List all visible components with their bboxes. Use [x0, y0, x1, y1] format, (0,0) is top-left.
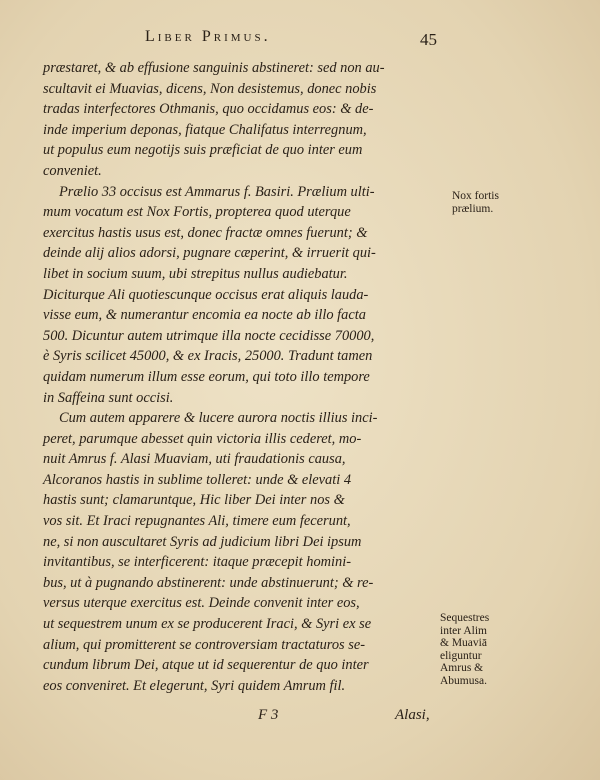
text-line: hastis sunt; clamaruntque, Hic liber Dei inter nos &	[43, 492, 345, 509]
paragraph	[43, 408, 443, 696]
text-line: exercitus hastis usus est, donec fractæ omnes fuerunt; &	[43, 224, 368, 241]
text-line: scultavit ei Muavias, dicens, Non desistemus, donec nobis	[43, 80, 377, 97]
text-line: deinde alij alios adorsi, pugnare cæperint, & irruerit qui-	[43, 245, 376, 262]
text-line: præstaret, & ab effusione sanguinis abstineret: sed non au-	[43, 60, 385, 76]
margin-note-line: eliguntur	[440, 649, 482, 662]
text-line: 500. Dicuntur autem utrimque illa nocte cecidisse 70000,	[43, 327, 375, 344]
text-line: ut populus eum negotijs suis præficiat de quo inter eum	[43, 142, 363, 159]
margin-note-line: Sequestres	[440, 612, 490, 624]
paragraph	[43, 182, 443, 409]
main-text	[43, 58, 443, 696]
text-line: peret, parumque abesset quin victoria illis cederet, mo-	[43, 430, 362, 447]
text-line: ne, si non auscultaret Syris ad judicium libri Dei ipsum	[43, 533, 362, 550]
text-line: in Saffeina sunt occisi.	[43, 389, 174, 406]
catchword: Alasi,	[395, 707, 430, 723]
text-line: ut sequestrem unum ex se producerent Iraci, & Syri ex se	[43, 616, 372, 633]
text-line: alium, qui promitterent se controversiam tractaturos se-	[43, 636, 366, 653]
text-line: libet in socium suum, ubi strepitus nullus audiebatur.	[43, 265, 348, 282]
text-line: visse eum, & numerantur encomia ea nocte ab illo facta	[43, 307, 366, 324]
text-line: cundum librum Dei, atque ut id sequerentur de quo inter	[43, 657, 369, 674]
text-line: Prælio 33 occisus est Ammarus f. Basiri. Prælium ulti-	[59, 183, 375, 200]
margin-note-nox-fortis	[452, 190, 499, 215]
margin-note-sequestres	[440, 612, 489, 687]
text-line: versus uterque exercitus est. Deinde convenit inter eos,	[43, 595, 360, 612]
text-line: mum vocatum est Nox Fortis, propterea quod uterque	[43, 204, 351, 221]
margin-note-line: & Muaviā	[440, 637, 487, 649]
text-line: invitantibus, se interficerent: itaque præcepit homini-	[43, 554, 352, 571]
text-line: eos conveniret. Et elegerunt, Syri quidem Amrum fil.	[43, 677, 346, 694]
running-title: Liber Primus.	[145, 28, 271, 45]
running-header	[0, 28, 600, 52]
margin-note-line: Nox fortis	[452, 190, 499, 202]
signature-mark: F 3	[258, 707, 279, 723]
paragraph	[43, 58, 443, 182]
text-line: conveniet.	[43, 162, 102, 179]
page-number: 45	[420, 30, 437, 49]
text-line: bus, ut à pugnando abstinerent: unde abstinuerunt; & re-	[43, 574, 374, 591]
text-line: Cum autem apparere & lucere aurora noctis illius inci-	[59, 410, 378, 427]
text-line: quidam numerum illum esse eorum, qui toto illo tempore	[43, 368, 370, 385]
margin-note-line: prælium.	[452, 202, 494, 215]
text-line: Diciturque Ali quotiescunque occisus erat aliquis lauda-	[43, 286, 369, 303]
margin-note-line: inter Alim	[440, 624, 487, 637]
margin-note-line: Abumusa.	[440, 674, 487, 687]
text-line: Alcoranos hastis in sublime tolleret: unde & elevati 4	[43, 471, 352, 488]
margin-note-line: Amrus &	[440, 662, 484, 674]
text-line: è Syris scilicet 45000, & ex Iracis, 25000. Tradunt tamen	[43, 348, 373, 365]
page-footer	[0, 707, 600, 731]
text-line: tradas interfectores Othmanis, quo occidamus eos: & de-	[43, 101, 374, 118]
text-line: nuit Amrus f. Alasi Muaviam, uti fraudationis causa,	[43, 451, 346, 468]
text-line: vos sit. Et Iraci repugnantes Ali, timere eum fecerunt,	[43, 513, 351, 530]
text-line: inde imperium deponas, fiatque Chalifatus interregnum,	[43, 121, 367, 138]
